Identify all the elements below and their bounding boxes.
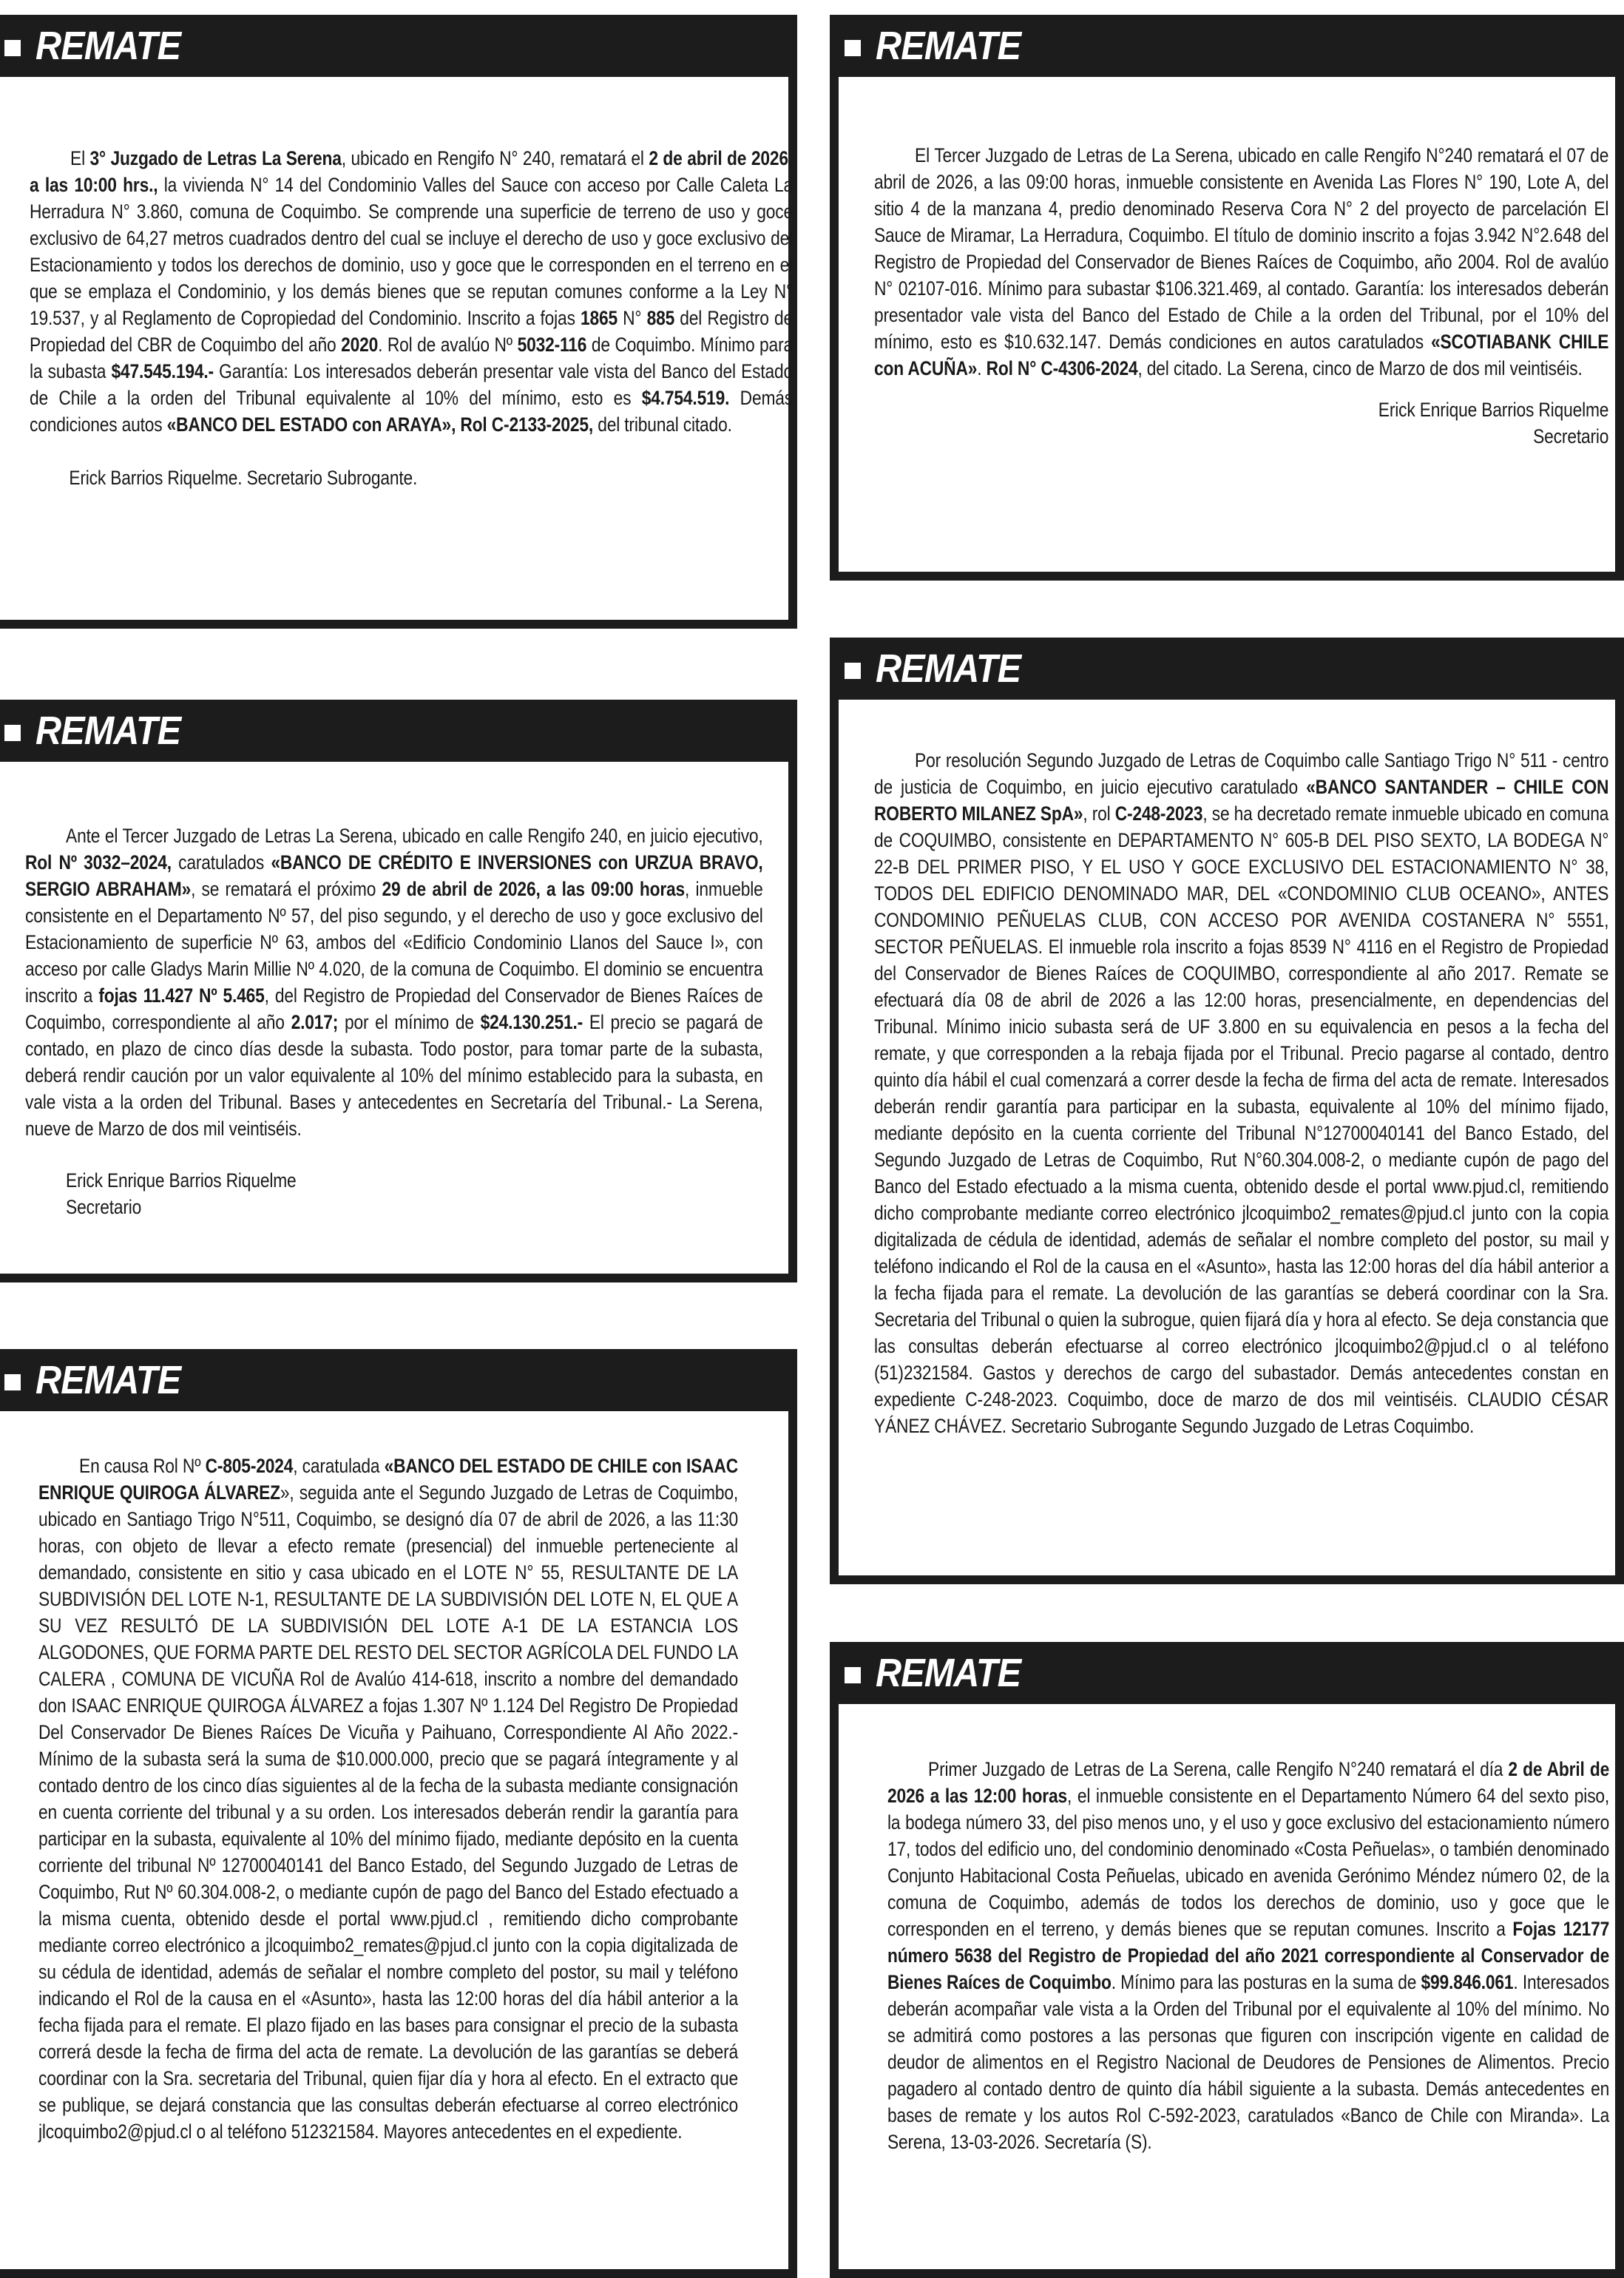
notice-title: REMATE — [876, 1651, 1021, 1695]
bold-text-segment: «BANCO DEL ESTADO con ARAYA», Rol C-2133-2025, — [166, 413, 594, 436]
remate-notice — [830, 638, 1624, 1584]
text-segment: . Mínimo para las posturas en la suma de — [1111, 1971, 1421, 1993]
bold-text-segment: $99.846.061 — [1421, 1971, 1514, 1993]
text-segment: Primer Juzgado de Letras de La Serena, calle Rengifo N°240 rematará el día — [928, 1758, 1509, 1780]
bold-text-segment: 5032-116 — [517, 334, 587, 356]
notice-title: REMATE — [35, 1358, 181, 1402]
bold-text-segment: «BANCO SANTANDER – CHILE CON ROBERTO MILANEZ SpA» — [874, 776, 1609, 825]
text-segment: , el inmueble consistente en el Departamento Número 64 del sexto piso, la bodega número 33, del piso menos uno, y el uso y goce exclusivo del estacionamiento número 17, todos del edificio uno, del condominio denominado «Costa Peñuelas», o también denominado Conjunto Habitacional Costa Peñuelas, ubicado en avenida Gerónimo Méndez número 02, de la comuna de Coquimbo, además de todos los derechos de dominio, uso y goce que le corresponden en el terreno, y demás bienes que se reputan comunes. Inscrito a — [887, 1785, 1610, 1940]
bold-text-segment: «SCOTIABANK CHILE con ACUÑA» — [874, 331, 1609, 379]
text-segment: caratulados — [171, 851, 271, 873]
notice-header — [0, 15, 788, 77]
text-segment: El Tercer Juzgado de Letras de La Serena, ubicado en calle Rengifo N°240 rematará el 07 de abril de 2026, a las 09:00 horas, inmueble consistente en Avenida Las Flores N° 190, Lote A, del sitio 4 de la manzana 4, predio denominado Reserva Cora N° 2 del proyecto de parcelación El Sauce de Miramar, La Herradura, Coquimbo. El título de dominio inscrito a fojas 3.942 N°2.648 del Registro de Propiedad del Conservador de Bienes Raíces de Coquimbo, año 2004. Rol de avalúo N° 02107-016. Mínimo para subastar $106.321.469, al contado. Garantía: los interesados deberán presentador vale vista del Banco del Estado de Chile a la orden del Tribunal, por el 10% del mínimo, esto es $10.632.147. Demás condiciones en autos caratulados — [874, 144, 1609, 353]
bold-text-segment: Rol N° C-4306-2024 — [986, 357, 1138, 379]
text-segment: . — [977, 357, 987, 379]
text-segment: , rol — [1083, 802, 1115, 825]
signature-role: Secretario — [1533, 425, 1609, 447]
bold-text-segment: 2020 — [341, 334, 379, 356]
notice-body — [839, 77, 1615, 450]
text-segment: , se rematará el próximo — [191, 878, 382, 900]
text-segment: N° — [617, 307, 647, 329]
bold-text-segment: Rol Nº 3032–2024, — [25, 851, 172, 873]
square-bullet-icon — [4, 40, 21, 56]
text-segment: , se ha decretado remate inmueble ubicado en comuna de COQUIMBO, consistente en DEPARTAMENTO N° 605-B DEL PISO SEXTO, LA BODEGA N° 22-B DEL PRIMER PISO, Y EL USO Y GOCE EXCLUSIVO DEL ESTACIONAMIENTO N° 38, TODOS DEL EDIFICIO DENOMINADO MAR, DEL «CONDOMINIO CLUB OCEANO», ANTES CONDOMINIO PEÑUELAS CLUB, CON ACCESO POR AVENIDA COSTANERA N° 5551, SECTOR PEÑUELAS. El inmueble rola inscrito a fojas 8539 N° 4116 en el Registro de Propiedad del Conservador de Bienes Raíces de COQUIMBO, correspondiente al año 2017. Remate se efectuará día 08 de abril de 2026 a las 12:00 horas, presencialmente, en dependencias del Tribunal. Mínimo inicio subasta será de UF 3.800 en su equivalencia en pesos a la fecha del remate, y que corresponden a la rebaja fijada por el Tribunal. Precio pagarse al contado, dentro quinto día hábil el cual comenzará a correr desde la fecha de firma del acta de remate. Interesados deberán rendir garantía para participar en la subasta, equivalente al 10% del mínimo fijado, mediante depósito en la cuenta corriente del Tribunal N°12700040141 del Banco Estado, del Segundo Juzgado de Letras de Coquimbo, Rut N°60.304.008-2, o mediante cupón de pago del Banco del Estado efectuado a la misma cuenta, obtenido desde el portal www.pjud.cl, remitiendo dicho comprobante mediante correo electrónico jlcoquimbo2_remates@pjud.cl junto con la copia digitalizada de cédula de identidad, además de señalar el nombre completo del postor, su mail y teléfono indicando el Rol de la causa en el «Asunto», hasta las 12:00 horas del día hábil anterior a la fecha fijada para el remate. La devolución de las garantías se deberá coordinar con la Sra. Secretaria del Tribunal o quien la subrogue, quien fijará día y hora al efecto. Se deja constancia que las consultas deberán efectuarse al correo electrónico jlcoquimbo2@pjud.cl o al teléfono (51)2321584. Gastos y derechos de cargo del subastador. Demás antecedentes constan en expediente C-248-2023. Coquimbo, doce de marzo de dos mil veintiséis. CLAUDIO CÉSAR YÁNEZ CHÁVEZ. Secretario Subrogante Segundo Juzgado de Letras Coquimbo. — [874, 802, 1609, 1437]
text-segment: Garantía: Los interesados deberán presentar vale vista del Banco del Estado de Chile a la orden del Tribunal equivalente al 10% del mínimo, esto es — [30, 360, 794, 409]
bold-text-segment: 3° Juzgado de Letras La Serena — [89, 147, 342, 169]
text-segment: la vivienda N° 14 del Condominio Valles del Sauce con acceso por Calle Caleta La Herradura N° 3.860, comuna de Coquimbo. Se comprende una superficie de terreno de uso y goce exclusivo de 64,27 metros cuadrados dentro del cual se incluye el derecho de uso y goce exclusivo del Estacionamiento y todos los derechos de dominio, uso y goce que le corresponden en el terreno en el que se emplaza el Condominio, y los demás bienes que se reputan comunes conforme a la Ley N° 19.537, y al Reglamento de Copropiedad del Condominio. Inscrito a fojas — [30, 174, 793, 329]
bold-text-segment: 2.017; — [291, 1011, 339, 1033]
remate-notice — [0, 15, 797, 629]
signature-role: Secretario — [66, 1196, 142, 1218]
text-segment: de Coquimbo. Mínimo para la subasta — [30, 334, 793, 382]
bold-text-segment: fojas 11.427 Nº 5.465 — [98, 984, 265, 1007]
text-segment: . Interesados deberán acompañar vale vista a la Orden del Tribunal por el equivalente al 10% del mínimo. No se admitirá como postores a las personas que figuren con inscripción vigente en calidad de deudor de alimentos en el Registro Nacional de Deudores de Pensiones de Alimentos. Precio pagadero al contado dentro de quinto día hábil siguiente a la subasta. Demás antecedentes en bases de remate y los autos Rol C-592-2023, caratulados «Banco de Chile con Miranda». La Serena, 13-03-2026. Secretaría (S). — [887, 1971, 1610, 2153]
text-segment: El precio se pagará de contado, en plazo de cinco días desde la subasta. Todo postor, para tomar parte de la subasta, deberá rendir caución por un valor equivalente al 10% del mínimo establecido para la subasta, en vale vista a la orden del Tribunal. Bases y antecedentes en Secretaría del Tribunal.- La Serena, nueve de Marzo de dos mil veintiséis. — [25, 1011, 763, 1140]
notice-text — [30, 145, 793, 438]
bold-text-segment: 1865 — [580, 307, 618, 329]
notice-signature: Erick Barrios Riquelme. Secretario Subrogante. — [69, 467, 418, 489]
text-segment: . Rol de avalúo Nº — [378, 334, 518, 356]
bold-text-segment: $24.130.251.- — [480, 1011, 583, 1033]
square-bullet-icon — [845, 1667, 861, 1683]
signature-name: Erick Enrique Barrios Riquelme — [66, 1169, 297, 1192]
notice-text — [874, 142, 1608, 382]
bold-text-segment: $4.754.519. — [641, 387, 730, 409]
notice-header — [0, 1349, 788, 1411]
notice-text — [887, 1756, 1609, 2155]
notice-signature — [874, 396, 1608, 450]
bold-text-segment: C-805-2024 — [205, 1455, 294, 1477]
remate-notice — [830, 1642, 1624, 2278]
text-segment: Por resolución Segundo Juzgado de Letras de Coquimbo calle Santiago Trigo N° 511 - centro de justicia de Coquimbo, en juicio ejecutivo caratulado — [874, 749, 1609, 798]
text-segment: », seguida ante el Segundo Juzgado de Letras de Coquimbo, ubicado en Santiago Trigo N°511, Coquimbo, se designó día 07 de abril de 2026, a las 11:30 horas, con objeto de llevar a efecto remate (presencial) del inmueble perteneciente al demandado, consistente en sitio y casa ubicado en el LOTE N° 55, RESULTANTE DE LA SUBDIVISIÓN DEL LOTE N-1, RESULTANTE DE LA SUBDIVISIÓN DEL LOTE N, EL QUE A SU VEZ RESULTÓ DE LA SUBDIVISIÓN DEL LOTE A-1 DE LA ESTANCIA LOS ALGODONES, QUE FORMA PARTE DEL RESTO DEL SECTOR AGRÍCOLA DEL FUNDO LA CALERA , COMUNA DE VICUÑA Rol de Avalúo 414-618, inscrito a nombre del demandado don ISAAC ENRIQUE QUIROGA ÁLVAREZ a fojas 1.307 Nº 1.124 Del Registro De Propiedad Del Conservador De Bienes Raíces De Vicuña y Paihuano, Correspondiente Al Año 2022.- Mínimo de la subasta será la suma de $10.000.000, precio que se pagará íntegramente y al contado dentro de los cinco días siguientes al de la fecha de la subasta mediante consignación en cuenta corriente del tribunal y a su orden. Los interesados deberán rendir la garantía para participar en la subasta, equivalente al 10% del mínimo fijado, mediante depósito en la cuenta corriente del tribunal Nº 12700040141 del Banco Estado, del Segundo Juzgado de Letras de Coquimbo, Rut Nº 60.304.008-2, o mediante cupón de pago del Banco del Estado efectuado a la misma cuenta, obtenido desde el portal www.pjud.cl , remitiendo dicho comprobante mediante correo electrónico a jlcoquimbo2_remates@pjud.cl junto con la copia digitalizada de su cédula de identidad, además de señalar el nombre completo del postor, su mail y teléfono indicando el Rol de la causa en el «Asunto», hasta las 12:00 horas del día hábil anterior a la fecha fijada para el remate. El plazo fijado en las bases para consignar el precio de la subasta correrá desde la fecha de firma del acta de remate. La devolución de las garantías se deberá coordinar con la Sra. secretaria del Tribunal, quien fijar día y hora al efecto. En el extracto que se publique, se dejará constancia que las consultas deberán efectuarse al correo electrónico jlcoquimbo2@pjud.cl o al teléfono 512321584. Mayores antecedentes en el expediente. — [38, 1481, 739, 2143]
notice-body — [839, 700, 1615, 1439]
notice-body — [0, 1411, 788, 2145]
text-segment: En causa Rol Nº — [79, 1455, 206, 1477]
text-segment: El — [70, 147, 90, 169]
notice-text — [874, 747, 1608, 1439]
text-segment: por el mínimo de — [338, 1011, 481, 1033]
text-segment: del Registro de Propiedad del CBR de Coquimbo del año — [30, 307, 793, 356]
notice-body — [0, 77, 822, 491]
bold-text-segment: 29 de abril de 2026, a las 09:00 horas — [382, 878, 686, 900]
square-bullet-icon — [4, 1374, 21, 1390]
square-bullet-icon — [845, 40, 861, 56]
bold-text-segment: «BANCO DEL ESTADO DE CHILE con ISAAC ENRIQUE QUIROGA ÁLVAREZ — [38, 1455, 738, 1504]
notice-text — [38, 1453, 738, 2145]
square-bullet-icon — [4, 725, 21, 741]
bold-text-segment: $47.545.194.- — [111, 360, 214, 382]
bold-text-segment: 2 de Abril de 2026 a las 12:00 horas — [887, 1758, 1610, 1807]
notice-body — [839, 1704, 1615, 2155]
notice-text — [25, 822, 763, 1142]
bold-text-segment: «BANCO DE CRÉDITO E INVERSIONES con URZUA BRAVO, SERGIO ABRAHAM» — [25, 851, 763, 900]
text-segment: , caratulada — [293, 1455, 385, 1477]
text-segment: del tribunal citado. — [593, 413, 732, 436]
text-segment: , del citado. La Serena, cinco de Marzo de dos mil veintiséis. — [1137, 357, 1583, 379]
notice-header — [0, 700, 788, 762]
notice-title: REMATE — [876, 646, 1021, 691]
notice-title: REMATE — [35, 24, 181, 68]
remate-notice — [0, 700, 797, 1282]
bold-text-segment: 885 — [646, 307, 675, 329]
bold-text-segment: 2 de abril de 2026, a las 10:00 hrs., — [30, 147, 793, 196]
square-bullet-icon — [845, 663, 861, 679]
bold-text-segment: C-248-2023 — [1114, 802, 1203, 825]
notice-header — [839, 1642, 1615, 1704]
remate-notice — [830, 15, 1624, 581]
notice-signature — [25, 1167, 763, 1220]
signature-name: Erick Enrique Barrios Riquelme — [1378, 399, 1609, 421]
text-segment: Ante el Tercer Juzgado de Letras La Serena, ubicado en calle Rengifo 240, en juicio ejecutivo, — [66, 825, 763, 847]
bold-text-segment: Fojas 12177 número 5638 del Registro de Propiedad del año 2021 correspondiente al Conservador de Bienes Raíces de Coquimbo — [887, 1918, 1610, 1993]
notice-header — [839, 15, 1615, 77]
notice-header — [839, 638, 1615, 700]
notice-title: REMATE — [35, 709, 181, 753]
notice-body — [0, 762, 788, 1220]
notice-title: REMATE — [876, 24, 1021, 68]
remate-notice — [0, 1349, 797, 2278]
text-segment: Demás condiciones autos — [30, 387, 794, 436]
text-segment: , ubicado en Rengifo N° 240, rematará el — [341, 147, 649, 169]
text-segment: , del Registro de Propiedad del Conservador de Bienes Raíces de Coquimbo, correspondiente al año — [25, 984, 763, 1033]
text-segment: , inmueble consistente en el Departamento Nº 57, del piso segundo, y el derecho de uso y goce exclusivo del Estacionamiento de superficie Nº 63, ambos del «Edificio Condominio Llanos del Sauce I», con acceso por calle Gladys Marin Millie Nº 4.020, de la comuna de Coquimbo. El dominio se encuentra inscrito a — [25, 878, 763, 1007]
